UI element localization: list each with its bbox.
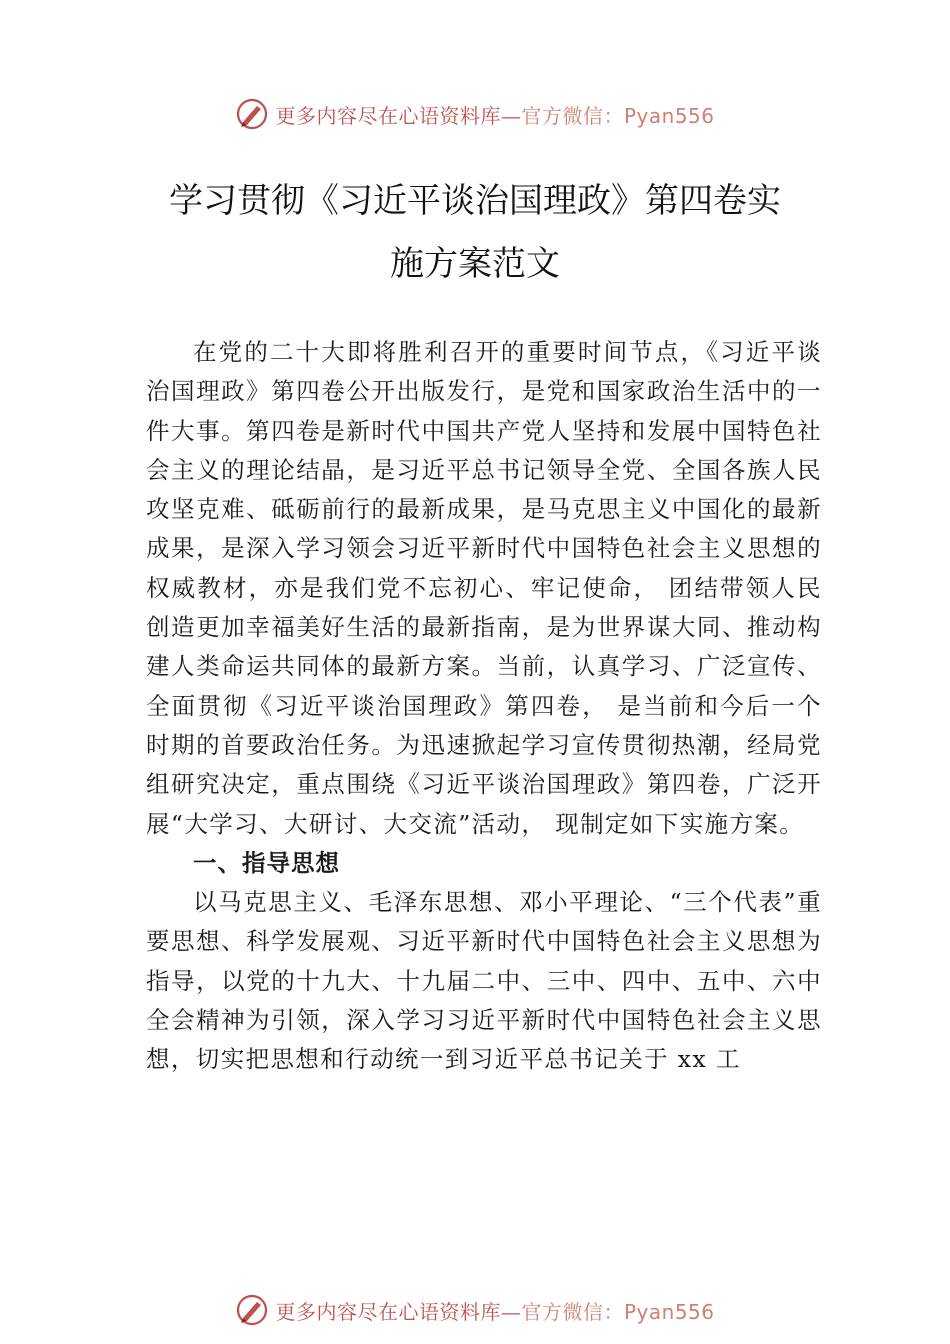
document-title-line2: 施方案范文: [390, 244, 560, 284]
banner-site-name: 更多内容尽在心语资料库: [275, 103, 501, 128]
pen-logo-icon: [235, 97, 269, 131]
document-title-line1: 学习贯彻《习近平谈治国理政》第四卷实: [169, 181, 781, 221]
guiding-ideology-paragraph: 以马克思主义、毛泽东思想、邓小平理论、“三个代表”重要思想、科学发展观、习近平新时代中国特色社会主义思想为指导，以党的十九大、十九届二中、三中、四中、五中、六中全会精神为引领，深入学习习近平新时代中国特色社会主义思想，切实把思想和行动统一到习近平总书记关于 xx 工: [146, 888, 822, 1074]
banner-wechat-label: 官方微信：: [521, 1299, 624, 1324]
footer-watermark-banner: [0, 1290, 950, 1330]
header-watermark-banner: [0, 94, 950, 134]
pen-logo-icon: [235, 1293, 269, 1327]
banner-site-name: 更多内容尽在心语资料库: [275, 1299, 501, 1324]
header-banner-text: [275, 100, 714, 129]
intro-paragraph: 在党的二十大即将胜利召开的重要时间节点，《习近平谈治国理政》第四卷公开出版发行，是党和国家政治生活中的一件大事。第四卷是新时代中国共产党人坚持和发展中国特色社会主义的理论结晶，是习近平总书记领导全党、全国各族人民攻坚克难、砥砺前行的最新成果，是马克思主义中国化的最新成果，是深入学习领会习近平新时代中国特色社会主义思想的权威教材，亦是我们党不忘初心、牢记使命， 团结带领人民创造更加幸福美好生活的最新指南，是为世界谋大同、推动构建人类命运共同体的最新方案。当前，认真学习、广泛宣传、全面贯彻《习近平谈治国理政》第四卷， 是当前和今后一个时期的首要政治任务。为迅速掀起学习宣传贯彻热潮，经局党组研究决定，重点围绕《习近平谈治国理政》第四卷，广泛开展“大学习、大研讨、大交流”活动， 现制定如下实施方案。: [146, 338, 822, 838]
banner-separator: —: [500, 1299, 522, 1324]
section-heading-guiding-ideology: 一、指导思想: [193, 848, 340, 877]
footer-banner-text: [275, 1296, 714, 1325]
banner-wechat-id: Pyan556: [623, 103, 715, 128]
document-body: [146, 333, 822, 1080]
banner-separator: —: [500, 103, 522, 128]
banner-wechat-label: 官方微信：: [521, 103, 624, 128]
banner-wechat-id: Pyan556: [623, 1299, 715, 1324]
